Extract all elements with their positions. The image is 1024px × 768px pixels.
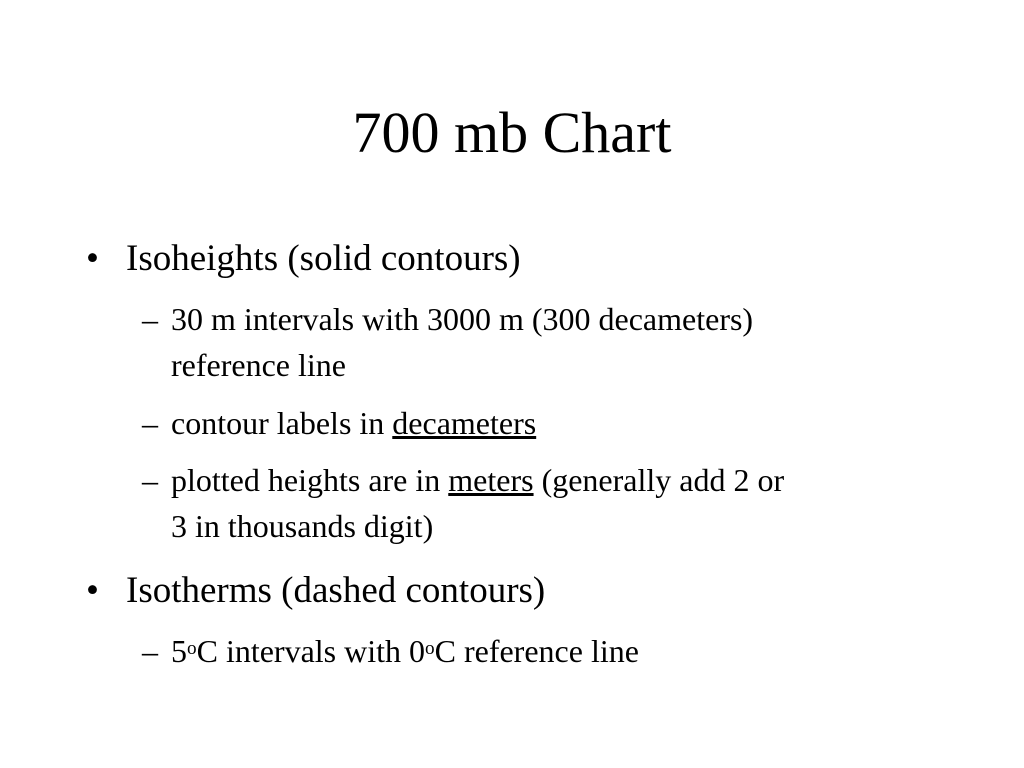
degree-superscript: o (425, 638, 435, 659)
sub-bullet-contour-labels (142, 400, 942, 446)
bullet-text: Isotherms (dashed contours) (126, 570, 546, 611)
sub-bullet-text: 5 (171, 633, 187, 669)
sub-bullet-line: 3 in thousands digit) (171, 508, 434, 544)
sub-bullet-text: plotted heights are in (171, 462, 449, 498)
dash-mark: – (142, 301, 158, 337)
bullet-isotherms (86, 569, 545, 613)
bullet-text: Isoheights (solid contours) (126, 238, 521, 279)
sub-bullet-isotherm-intervals (142, 628, 942, 674)
bullet-mark: • (86, 570, 99, 611)
slide-title: 700 mb Chart (352, 100, 672, 165)
sub-bullet-text: (generally add 2 or (533, 462, 785, 498)
bullet-isoheights (86, 237, 521, 281)
underlined-term: decameters (392, 405, 537, 441)
degree-superscript: o (187, 638, 197, 659)
sub-bullet-line: 30 m intervals with 3000 m (300 decameters) (171, 301, 754, 337)
sub-bullet-text: C reference line (434, 633, 639, 669)
dash-mark: – (142, 405, 158, 441)
sub-bullet-intervals (142, 296, 942, 388)
bullet-mark: • (86, 238, 99, 279)
dash-mark: – (142, 462, 158, 498)
sub-bullet-plotted-heights (142, 457, 942, 549)
sub-bullet-text: contour labels in (171, 405, 393, 441)
sub-bullet-text: C intervals with 0 (196, 633, 426, 669)
sub-bullet-line: reference line (171, 347, 346, 383)
dash-mark: – (142, 633, 158, 669)
underlined-term: meters (448, 462, 534, 498)
